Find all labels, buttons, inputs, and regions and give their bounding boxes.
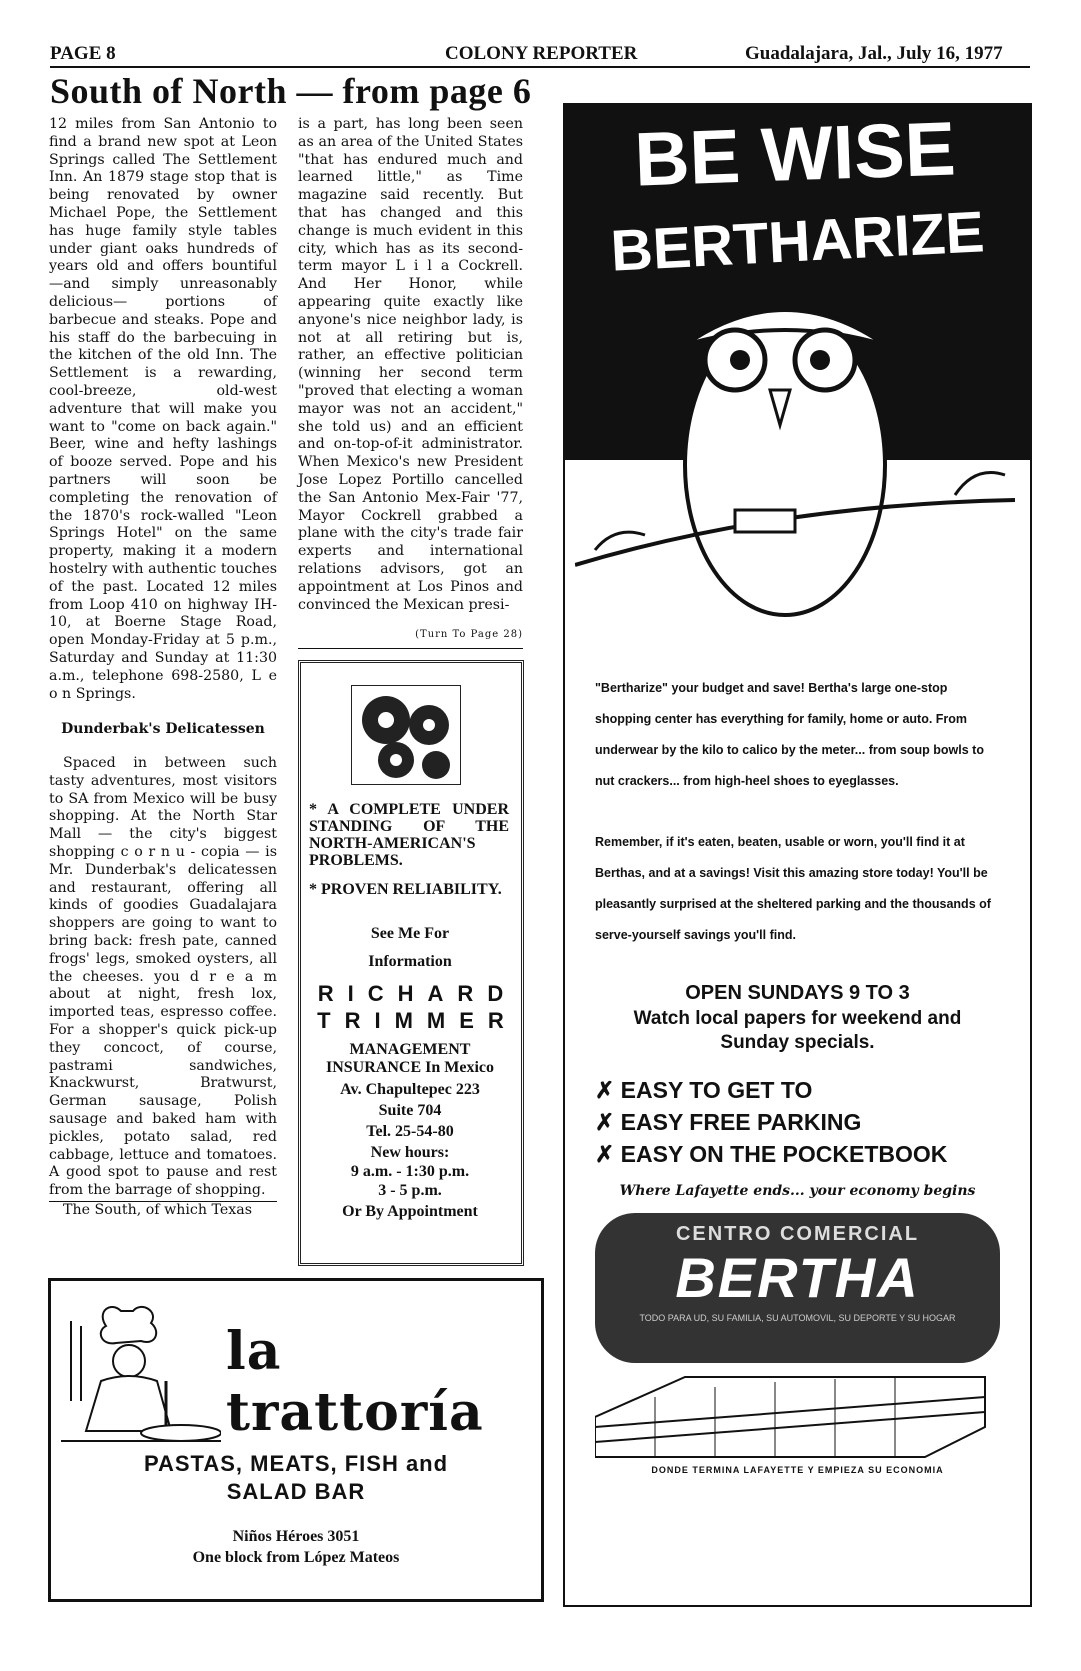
- ad-tagline: Where Lafayette ends... your economy begins: [619, 1183, 976, 1199]
- insurance-suite: Suite 704: [378, 1102, 442, 1119]
- article-headline: South of North — from page 6: [50, 71, 532, 111]
- column-rule: [49, 1201, 277, 1202]
- trattoria-ad: [48, 1278, 544, 1602]
- chef-icon: [61, 1301, 221, 1451]
- ad-footer: DONDE TERMINA LAFAYETTE Y EMPIEZA SU ECONOMIA: [651, 1465, 944, 1475]
- ad-watch: Watch local papers for weekend and Sunday specials.: [633, 1008, 962, 1053]
- dateline: Guadalajara, Jal., July 16, 1977: [745, 43, 1003, 64]
- masthead-rule: [50, 66, 1030, 68]
- trattoria-logo: la trattoría: [226, 1321, 484, 1443]
- ad-paragraph: Remember, if it's eaten, beaten, usable or worn, you'll find it at Berthas, and at a savings! Visit this amazing store today! You'll be pleasantly surprised at the sheltered parking and the thousands of serve-yourself savings you'll find.: [595, 835, 991, 942]
- insurance-hours-label: New hours:: [370, 1144, 450, 1161]
- insurance-mgmt: MANAGEMENT: [349, 1041, 471, 1058]
- gears-icon: [351, 685, 461, 785]
- insurance-bullet: * PROVEN RELIABILITY.: [309, 881, 502, 898]
- continued-note: (Turn To Page 28): [415, 629, 523, 640]
- ad-easy-line: ✗ EASY ON THE POCKETBOOK: [595, 1141, 948, 1167]
- slogan-be-wise: BE WISE: [633, 106, 957, 203]
- insurance-see: See Me For: [370, 925, 450, 942]
- article-column-1: [49, 116, 277, 1220]
- insurance-address: Av. Chapultepec 223: [340, 1081, 480, 1098]
- agent-first-name: RICHARD: [317, 981, 518, 1006]
- trattoria-address: Niños Héroes 3051: [232, 1528, 360, 1545]
- article-column-2: [298, 116, 523, 614]
- x-mark-icon: ✗: [595, 1077, 621, 1103]
- x-mark-icon: ✗: [595, 1109, 621, 1135]
- insurance-bullet: * A COMPLETE UNDER STANDING OF THE NORTH-AMERICAN'S PROBLEMS.: [309, 801, 509, 869]
- trattoria-menu: SALAD BAR: [226, 1479, 366, 1504]
- trattoria-menu: PASTAS, MEATS, FISH and: [143, 1451, 449, 1476]
- insurance-info: Information: [368, 953, 452, 970]
- ad-easy-line: ✗ EASY TO GET TO: [595, 1077, 813, 1103]
- insurance-hours: 3 - 5 p.m.: [378, 1182, 442, 1199]
- owl-icon: [575, 285, 1020, 625]
- slogan-bertharize: BERTHARIZE: [609, 199, 986, 284]
- ad-paragraph: "Bertharize" your budget and save! Bertha's large one-stop shopping center has everything for family, home or auto. From underwear by the kilo to calico by the meter... from soup bowls to nut crackers... from high-heel shoes to eyeglasses.: [595, 681, 984, 788]
- insurance-company: INSURANCE In Mexico: [326, 1059, 494, 1076]
- insurance-appointment: Or By Appointment: [342, 1203, 478, 1220]
- insurance-hours: 9 a.m. - 1:30 p.m.: [350, 1163, 470, 1180]
- insurance-phone: Tel. 25-54-80: [366, 1123, 454, 1140]
- ad-easy-line: ✗ EASY FREE PARKING: [595, 1109, 862, 1135]
- sign-small-text: TODO PARA UD, SU FAMILIA, SU AUTOMOVIL, SU DEPORTE Y SU HOGAR: [639, 1313, 956, 1323]
- newspaper-name: COLONY REPORTER: [445, 43, 638, 64]
- store-building-icon: [595, 1367, 1000, 1462]
- sign-centro: CENTRO COMERCIAL: [675, 1223, 920, 1245]
- x-mark-icon: ✗: [595, 1141, 621, 1167]
- bertha-sign: [595, 1213, 1000, 1363]
- article-paragraph: Spaced in between such tasty adventures, most visitors to SA from Mexico will be busy shopping. At the North Star Mall — the city's biggest shopping c o r n u - copia — is Mr. Dunderbak's delicatessen and restaurant, offering all kinds of goodies Guadalajara shoppers are going to want to bring back: fresh pate, canned frogs' legs, smoked oysters, all the cheeses. you d r e a m about at night, fresh lox, imported teas, espresso coffee. For a shopper's quick pick-up they concoct, of course, pastrami sandwiches, Knackwurst, Bratwurst, German sausage, Polish sausage and baked ham with pickles, potato salad, red cabbage, lettuce and tomatoes. A good spot to pause and rest from the barrage of shopping.: [49, 755, 277, 1199]
- page-number: PAGE 8: [50, 43, 116, 64]
- article-paragraph: is a part, has long been seen as an area of the United States "that has endured much and learned little," as Time magazine said recently. But that has changed and this change is much evident in this city, which has as its second-term mayor L i l a Cockrell. And Her Honor, while appearing quite exactly like anyone's nice neighbor lady, is not at all retiring but is, rather, an effective politician (winning her second term "proved that electing a woman mayor was not an accident," she told us) and an efficient and on-top-of-it administrator. When Mexico's new President Jose Lopez Portillo cancelled the San Antonio Mex-Fair '77, Mayor Cockrell grabbed a plane with the city's trade fair experts and international relations advisors, got an appointment at Los Pinos and convinced the Mexican presi-: [298, 116, 523, 613]
- article-paragraph: The South, of which Texas: [63, 1202, 252, 1219]
- bertha-ad: [563, 103, 1032, 1607]
- trattoria-location: One block from López Mateos: [192, 1549, 400, 1566]
- article-subhead: Dunderbak's Delicatessen: [61, 721, 265, 738]
- agent-last-name: TRIMMER: [317, 1008, 518, 1033]
- insurance-ad: [298, 660, 524, 1266]
- article-paragraph: 12 miles from San Antonio to find a brand new spot at Leon Springs called The Settlement Inn. An 1879 stage stop that is being renovated by owner Michael Pope, the Settlement has huge family style tables under giant oaks hundreds of years old and offers bountiful —and simply unreasonably delicious— portions of barbecue and steaks. Pope and his staff do the barbecuing in the kitchen of the old Inn. The Settlement is a rewarding, cool-breeze, old-west adventure that will make you want to "come on back again." Beer, wine and hefty lashings of booze served. Pope and his partners will soon be completing the renovation of the 1870's rock-walled "Leon Springs Hotel" on the same property, making it a modern hostelry with authentic touches of the past. Located 12 miles from Loop 410 on highway IH-10, at Boerne Stage Road, open Monday-Friday at 5 p.m., Saturday and Sunday at 11:30 a.m., telephone 698-2580, L e o n Springs.: [49, 116, 277, 702]
- sign-bertha: BERTHA: [675, 1246, 920, 1309]
- column-rule: [298, 648, 523, 649]
- ad-open-sundays: OPEN SUNDAYS 9 TO 3: [685, 982, 910, 1004]
